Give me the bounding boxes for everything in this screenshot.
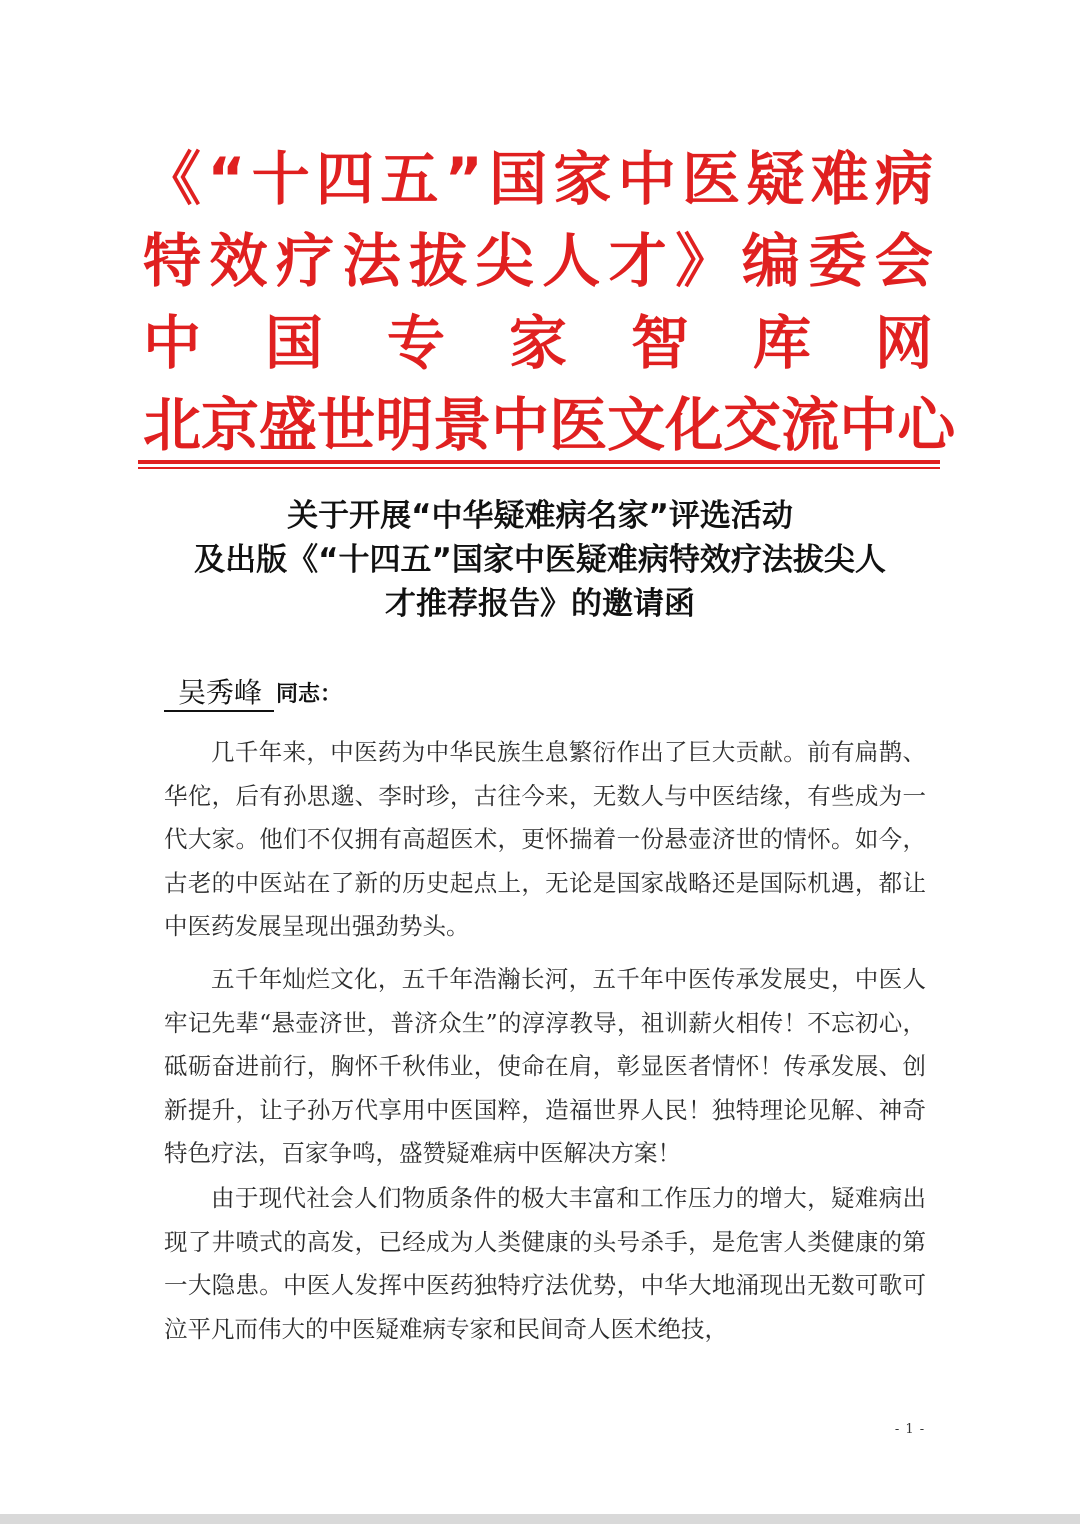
letterhead-char: “ [207, 145, 246, 213]
body-paragraph-1: 几千年来，中医药为中华民族生息繁衍作出了巨大贡献。前有扁鹊、华佗，后有孙思邈、李时珍，古往今来，无数人与中医结缘，有些成为一代大家。他们不仅拥有高超医术，更怀揣着一份悬壶济世的情怀。如今，古老的中医站在了新的历史起点上，无论是国家战略还是国际机遇，都让中医药发展呈现出强劲势头。 [164, 738, 926, 941]
letterhead-char: 拔 [409, 227, 468, 295]
letterhead-char: 《 [143, 145, 202, 213]
letterhead-line-3 [143, 302, 933, 384]
letterhead-char: 中 [143, 309, 202, 377]
letterhead-char: 专 [386, 309, 445, 377]
letterhead-char: 中 [839, 391, 898, 459]
letterhead-char: 家 [553, 145, 612, 213]
letterhead-char: 》 [675, 227, 734, 295]
letterhead-char: 病 [874, 145, 933, 213]
letterhead-char: 四 [316, 145, 375, 213]
letterhead-divider-thin [138, 467, 940, 469]
body-paragraph-2: 五千年灿烂文化，五千年浩瀚长河，五千年中医传承发展史，中医人牢记先辈“悬壶济世，普济众生”的淳淳教导，祖训薪火相传！不忘初心，砥砺奋进前行，胸怀千秋伟业，使命在肩，彰显医者情怀！传承发展、创新提升，让子孙万代享用中医国粹，造福世界人民！独特理论见解、神奇特色疗法，百家争鸣，盛赞疑难病中医解决方案！ [164, 965, 926, 1168]
letterhead-char: 明 [375, 391, 434, 459]
body-paragraph-3: 由于现代社会人们物质条件的极大丰富和工作压力的增大，疑难病出现了井喷式的高发，已经成为人类健康的头号杀手，是危害人类健康的第一大隐患。中医人发挥中医药独特疗法优势，中华大地涌现出无数可歌可泣平凡而伟大的中医疑难病专家和民间奇人医术绝技， [164, 1184, 926, 1343]
title-line-3: 才推荐报告》的邀请函 [385, 586, 695, 622]
letterhead-char: 十 [251, 145, 310, 213]
letterhead-char: 五 [380, 145, 439, 213]
letterhead-char: 医 [682, 145, 741, 213]
letterhead-char: 尖 [475, 227, 534, 295]
letterhead-line-1 [143, 138, 933, 220]
letterhead-char: 心 [897, 391, 956, 459]
letterhead-char: 特 [143, 227, 202, 295]
letterhead-char: 疗 [276, 227, 335, 295]
letterhead-line-4 [143, 384, 956, 466]
red-letterhead [143, 138, 956, 466]
letterhead-char: 疑 [746, 145, 805, 213]
page-bottom-edge [0, 1514, 1080, 1524]
letterhead-char: 才 [608, 227, 667, 295]
letterhead-char: 效 [209, 227, 268, 295]
letterhead-char: 北 [143, 391, 202, 459]
salutation [164, 672, 342, 712]
page-number: - 1 - [894, 1422, 926, 1437]
letterhead-char: 网 [874, 309, 933, 377]
letterhead-line-2 [143, 220, 933, 302]
letterhead-char: 流 [781, 391, 840, 459]
salutation-suffix: 同志： [276, 682, 343, 707]
letterhead-char: 国 [489, 145, 548, 213]
title-line-1: 关于开展“中华疑难病名家”评选活动 [287, 498, 793, 534]
letterhead-char: 智 [630, 309, 689, 377]
letterhead-divider-thick [138, 460, 940, 464]
letterhead-char: 医 [549, 391, 608, 459]
letterhead-char: 国 [264, 309, 323, 377]
title-line-2: 及出版《“十四五”国家中医疑难病特效疗法拔尖人 [194, 542, 886, 578]
recipient-name: 吴秀峰 [164, 676, 274, 712]
letterhead-char: 人 [542, 227, 601, 295]
letterhead-char: 会 [874, 227, 933, 295]
letterhead-char: 世 [317, 391, 376, 459]
letterhead-char: 京 [201, 391, 260, 459]
letterhead-char: 中 [617, 145, 676, 213]
document-title [150, 494, 930, 626]
letterhead-char: 盛 [259, 391, 318, 459]
letterhead-char: 库 [752, 309, 811, 377]
letterhead-char: 交 [723, 391, 782, 459]
letterhead-char: ” [444, 145, 483, 213]
letterhead-char: 景 [433, 391, 492, 459]
letterhead-char: 编 [741, 227, 800, 295]
letterhead-char: 化 [665, 391, 724, 459]
letterhead-char: 家 [508, 309, 567, 377]
letterhead-char: 委 [808, 227, 867, 295]
letterhead-char: 难 [810, 145, 869, 213]
letterhead-char: 文 [607, 391, 666, 459]
letterhead-char: 法 [342, 227, 401, 295]
letterhead-char: 中 [491, 391, 550, 459]
